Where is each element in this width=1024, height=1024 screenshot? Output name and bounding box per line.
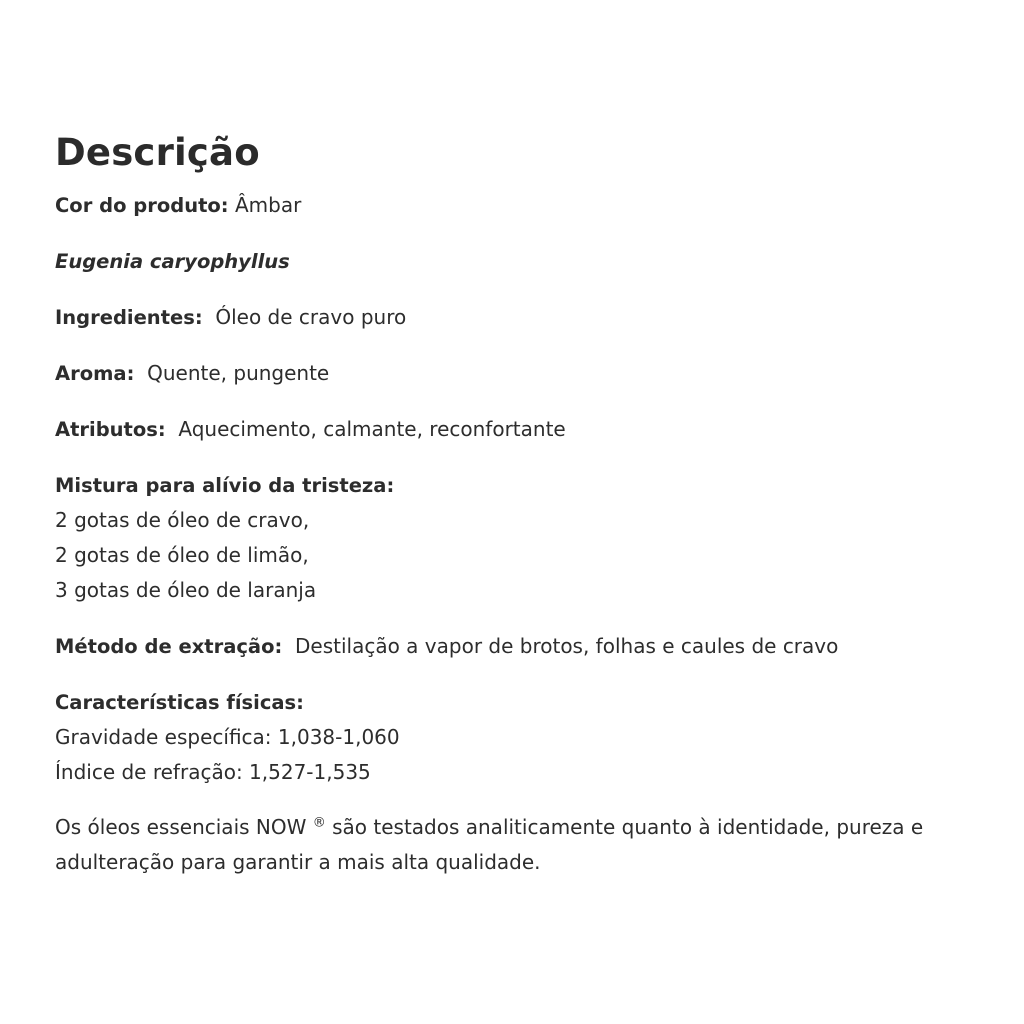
product-color-line [55,188,985,223]
page-title: Descrição [55,131,260,174]
extraction-method-line [55,629,985,664]
refractive-index: Índice de refração: 1,527-1,535 [55,760,371,784]
aroma-label: Aroma: [55,362,135,385]
attributes-label: Atributos: [55,418,166,441]
aroma-line [55,356,985,391]
attributes-line [55,412,985,447]
blend-step: 3 gotas de óleo de laranja [55,578,317,602]
blend-step: 2 gotas de óleo de limão, [55,543,309,567]
blend-label: Mistura para alívio da tristeza: [55,474,395,497]
quality-statement [55,810,985,880]
registered-mark: ® [312,815,326,831]
product-color-value: Âmbar [234,193,302,217]
physical-characteristics-label: Características físicas: [55,691,304,714]
quality-statement-end: são testados analiticamente quanto à identidade, pureza e adulteração para garantir a mais alta qualidade. [55,815,924,874]
blend-heading [55,468,985,503]
quality-statement-start: Os óleos essenciais NOW [55,815,307,839]
ingredients-value: Óleo de cravo puro [215,305,407,329]
ingredients-line [55,300,985,335]
product-color-label: Cor do produto: [55,194,229,217]
ingredients-label: Ingredientes: [55,306,203,329]
physical-characteristics-heading [55,685,985,720]
extraction-method-value: Destilação a vapor de brotos, folhas e caules de cravo [295,634,839,658]
specific-gravity: Gravidade específica: 1,038-1,060 [55,725,400,749]
species-name [55,244,985,279]
product-description [55,126,985,880]
attributes-value: Aquecimento, calmante, reconfortante [178,417,566,441]
extraction-method-label: Método de extração: [55,635,283,658]
aroma-value: Quente, pungente [147,361,330,385]
blend-step: 2 gotas de óleo de cravo, [55,508,310,532]
species-text: Eugenia caryophyllus [55,250,290,273]
